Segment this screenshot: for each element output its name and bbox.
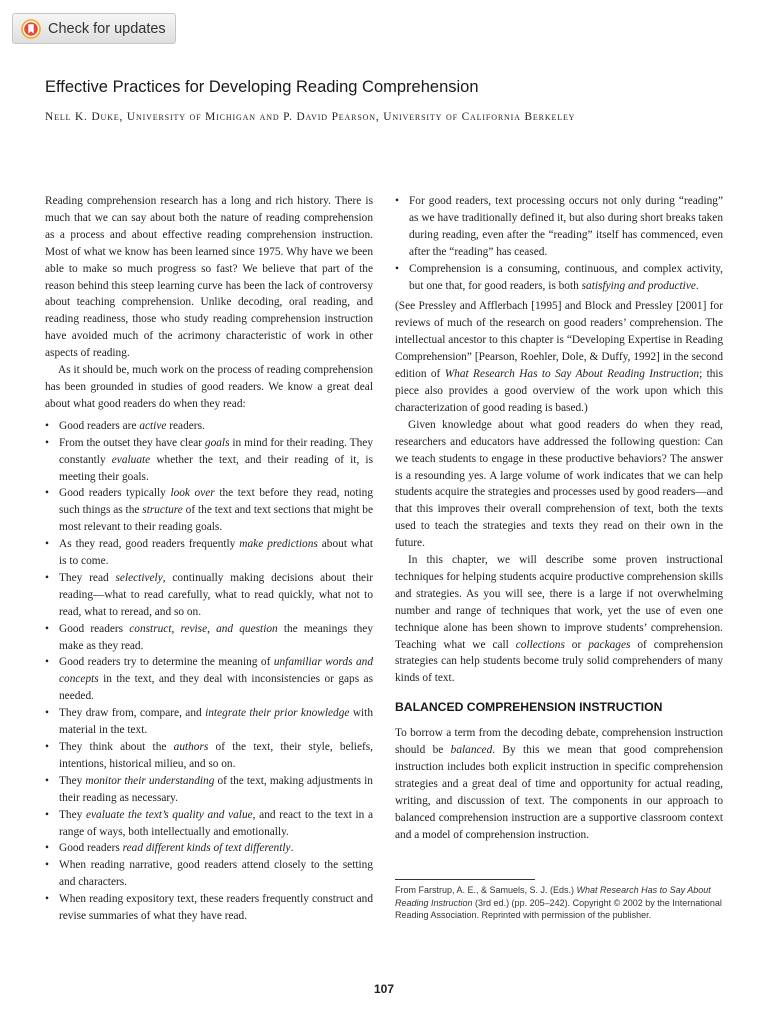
list-item: • For good readers, text processing occurs not only during “reading” as we have traditionally defined it, but also during short breaks taken during reading, even after the “reading” itself has commenced, even after the “reading” has ceased. (395, 193, 723, 261)
list-item: • Good readers read different kinds of text differently. (45, 840, 373, 857)
list-item: • From the outset they have clear goals in mind for their reading. They constantly evaluate whether the text, and their reading of it, is meeting their goals. (45, 435, 373, 486)
right-column (395, 193, 723, 844)
good-readers-list (45, 418, 373, 925)
list-item: • They think about the authors of the text, their style, beliefs, intentions, historical milieu, and so on. (45, 739, 373, 773)
balanced-instruction-paragraph: To borrow a term from the decoding debate, comprehension instruction should be balanced. By this we mean that good comprehension instruction includes both explicit instruction in specific comprehension strategies and a great deal of time and opportunity for actual reading, writing, and discussion of text. The components in our approach to balanced comprehension instruction are a supportive classroom context and a model of comprehension instruction. (395, 727, 723, 841)
list-item: • Good readers try to determine the meaning of unfamiliar words and concepts in the text, and they deal with inconsistencies or gaps as needed. (45, 654, 373, 705)
list-item: • They monitor their understanding of the text, making adjustments in their reading as necessary. (45, 773, 373, 807)
section-heading: BALANCED COMPREHENSION INSTRUCTION (395, 700, 663, 715)
list-item: • Good readers are active readers. (45, 418, 373, 435)
chapter-title: Effective Practices for Developing Reading Comprehension (45, 78, 479, 96)
list-item: • As they read, good readers frequently make predictions about what is to come. (45, 536, 373, 570)
list-item: • Good readers construct, revise, and question the meanings they make as they read. (45, 621, 373, 655)
bookmark-badge-icon (21, 19, 41, 39)
intro-paragraph: Reading comprehension research has a long and rich history. There is much that we can say about both the nature of reading comprehension as a process and about effective reading comprehension instruction. Most of what we know has been learned since 1975. Why have we been able to make so much progress so fast? We believe that part of the reason behind this steep learning curve has been the lack of controversy about teaching comprehension. Unlike decoding, oral reading, and reading readiness, those who study reading comprehension instruction have avoided much of the acrimony characteristic of work in other aspects of reading. (45, 195, 373, 360)
good-readers-list-continued (395, 193, 723, 294)
list-item: • Comprehension is a consuming, continuous, and complex activity, but one that, for good readers, is both satisfying and productive. (395, 261, 723, 295)
list-item: • They draw from, compare, and integrate their prior knowledge with material in the text. (45, 705, 373, 739)
author-line: Nell K. Duke, University of Michigan and P. David Pearson, University of California Berkeley (45, 111, 576, 123)
list-item: • When reading expository text, these readers frequently construct and revise summaries of what they have read. (45, 891, 373, 925)
footnote-divider (395, 879, 535, 880)
list-item: • They read selectively, continually making decisions about their reading—what to read carefully, what to read quickly, what not to read, what to reread, and so on. (45, 570, 373, 621)
list-item: • When reading narrative, good readers attend closely to the setting and characters. (45, 857, 373, 891)
source-footnote: From Farstrup, A. E., & Samuels, S. J. (Eds.) What Research Has to Say About Reading Instruction (3rd ed.) (pp. 205–242). Copyright © 2002 by the International Reading Association. Reprinted with permission of the publisher. (395, 885, 722, 921)
chapter-overview-paragraph: In this chapter, we will describe some proven instructional techniques for helping students acquire productive comprehension skills and strategies. As you will see, there is a large if not overwhelming number and range of techniques that work, yet the use of even one technique alone has been shown to improve students’ comprehension. Teaching what we call collections or packages of comprehension strategies can help students become truly solid comprehenders of many kinds of text. (395, 554, 723, 685)
check-for-updates-label: Check for updates (48, 20, 166, 37)
good-readers-paragraph: As it should be, much work on the process of reading comprehension has been grounded in studies of good readers. We know a great deal about what good readers do when they read: (45, 364, 373, 410)
references-paragraph: (See Pressley and Afflerbach [1995] and Block and Pressley [2001] for reviews of much of the research on good readers’ comprehension. The intellectual ancestor to this chapter is “Developing Expertise in Reading Comprehension” [Pearson, Roehler, Dole, & Duffy, 1992] in the second edition of What Research Has to Say About Reading Instruction; this piece also provides a good overview of the work upon which this characterization of good reading is based.) (395, 300, 723, 414)
check-for-updates-button[interactable] (12, 13, 176, 44)
teaching-question-paragraph: Given knowledge about what good readers do when they read, researchers and educators have addressed the following question: Can we teach students to engage in these productive behaviors? The answer is a resounding yes. A large volume of work indicates that we can help students acquire the strategies and processes used by good readers—and that this improves their overall comprehension of text, both the texts used to teach the strategies and texts they read on their own in the future. (395, 418, 723, 550)
list-item: • Good readers typically look over the text before they read, noting such things as the structure of the text and text sections that might be most relevant to their reading goals. (45, 485, 373, 536)
left-column (45, 193, 373, 925)
list-item: • They evaluate the text’s quality and value, and react to the text in a range of ways, both intellectually and emotionally. (45, 807, 373, 841)
page-number: 107 (373, 982, 395, 996)
